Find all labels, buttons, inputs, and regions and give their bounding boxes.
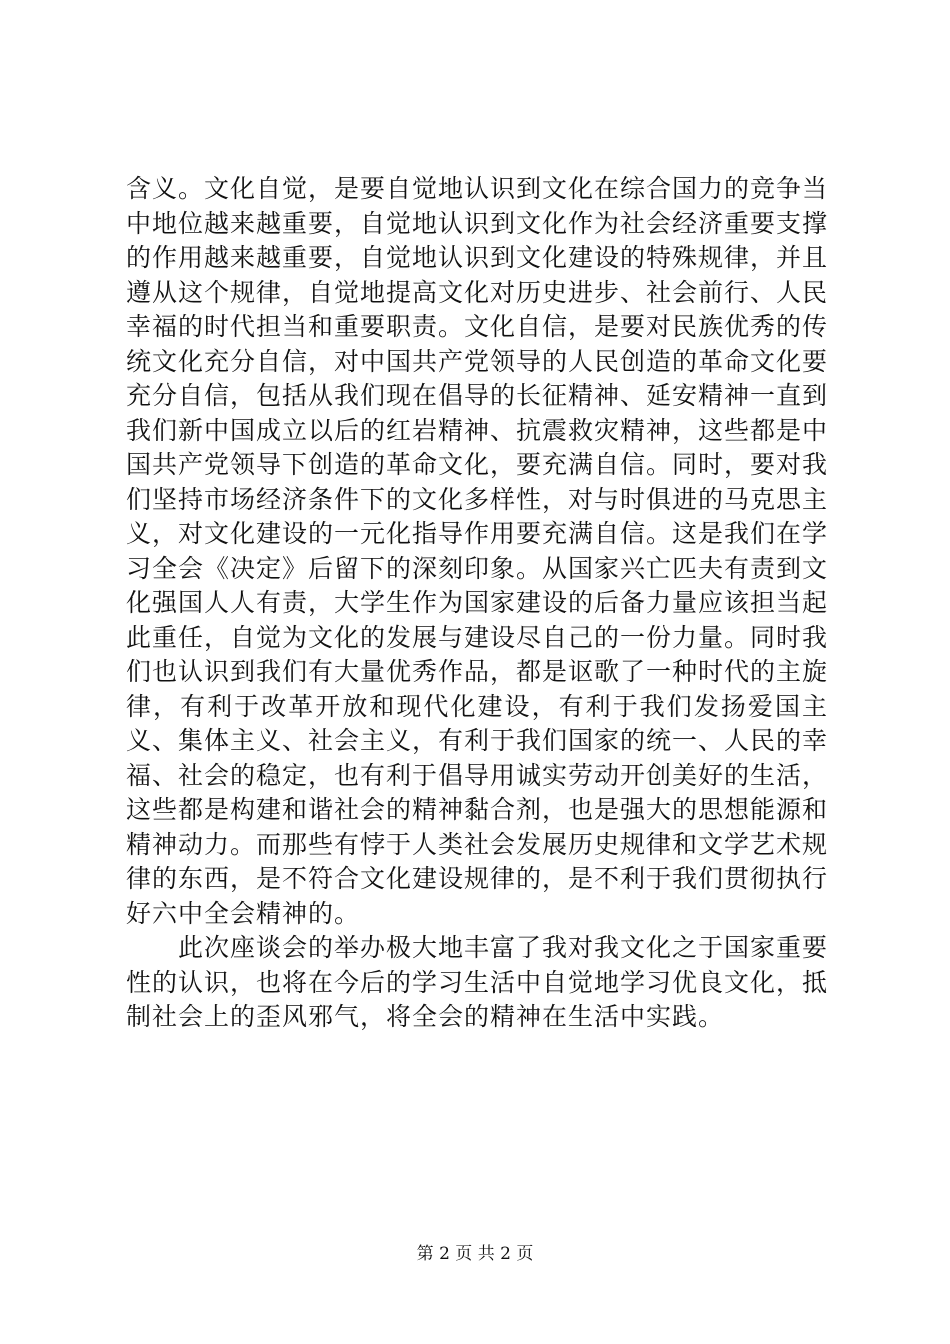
- document-body: [126, 172, 828, 1035]
- page-footer: 第 2 页 共 2 页: [416, 1244, 534, 1264]
- body-paragraph-2: 此次座谈会的举办极大地丰富了我对我文化之于国家重要性的认识，也将在今后的学习生活中自觉地学习优良文化，抵制社会上的歪风邪气，将全会的精神在生活中实践。: [126, 933, 829, 1031]
- body-paragraph-1: 含义。文化自觉，是要自觉地认识到文化在综合国力的竞争当中地位越来越重要，自觉地认识到文化作为社会经济重要支撑的作用越来越重要，自觉地认识到文化建设的特殊规律，并且遵从这个规律，自觉地提高文化对历史进步、社会前行、人民幸福的时代担当和重要职责。文化自信，是要对民族优秀的传统文化充分自信，对中国共产党领导的人民创造的革命文化要充分自信，包括从我们现在倡导的长征精神、延安精神一直到我们新中国成立以后的红岩精神、抗震救灾精神，这些都是中国共产党领导下创造的革命文化，要充满自信。同时，要对我们坚持市场经济条件下的文化多样性，对与时俱进的马克思主义，对文化建设的一元化指导作用要充满自信。这是我们在学习全会《决定》后留下的深刻印象。从国家兴亡匹夫有责到文化强国人人有责，大学生作为国家建设的后备力量应该担当起此重任，自觉为文化的发展与建设尽自己的一份力量。同时我们也认识到我们有大量优秀作品，都是讴歌了一种时代的主旋律，有利于改革开放和现代化建设，有利于我们发扬爱国主义、集体主义、社会主义，有利于我们国家的统一、人民的幸福、社会的稳定，也有利于倡导用诚实劳动开创美好的生活，这些都是构建和谐社会的精神黏合剂，也是强大的思想能源和精神动力。而那些有悖于人类社会发展历史规律和文学艺术规律的东西，是不符合文化建设规律的，是不利于我们贯彻执行好六中全会精神的。: [126, 174, 829, 928]
